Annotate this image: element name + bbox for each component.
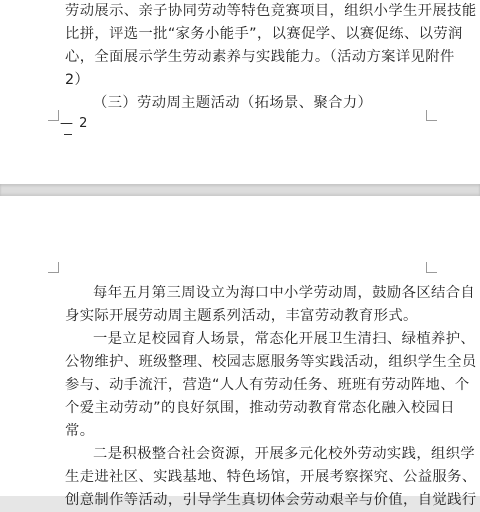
paragraph-two: 二是积极整合社会资源，开展多元化校外劳动实践，组织学: [93, 446, 476, 462]
paragraph-one: 一是立足校园育人场景，常态化开展卫生清扫、绿植养护、: [93, 331, 476, 347]
page-2-body: [65, 0, 477, 115]
margin-corner-mark: [48, 262, 59, 273]
paragraph-intro: 每年五月第三周设立为海口中小学劳动周，鼓励各区结合自: [93, 285, 476, 301]
text-line: 2）: [65, 72, 90, 88]
text-line: 比拼，评选一批“家务小能手”，以赛促学、以赛促练、以劳润: [65, 26, 463, 42]
margin-corner-mark: [426, 262, 437, 273]
margin-corner-mark: [48, 110, 59, 121]
text-line: 生走进社区、实践基地、特色场馆，开展考察探究、公益服务、: [65, 469, 477, 485]
page-3-body: [65, 282, 477, 512]
text-line: 参与、动手流汗，营造“人人有劳动任务、班班有劳动阵地、个: [65, 377, 470, 393]
page-gap: [0, 184, 480, 196]
document-page-2: [0, 0, 480, 184]
text-line: 公物维护、班级整理、校园志愿服务等实践活动，组织学生全员: [65, 354, 477, 370]
text-line: 创意制作等活动，引导学生真切体会劳动艰辛与价值，自觉践行: [65, 492, 477, 508]
page-number: — 2: [60, 116, 89, 131]
margin-corner-mark: [426, 110, 437, 121]
footer-underline: [64, 134, 72, 135]
text-line: 个爱主动劳动”的良好氛围，推动劳动教育常态化融入校园日: [65, 400, 455, 416]
text-line: 常。: [65, 423, 95, 439]
section-heading: （三）劳动周主题活动（拓场景、聚合力）: [93, 95, 373, 111]
text-line: 心，全面展示学生劳动素养与实践能力。（活动方案详见附件: [65, 49, 455, 65]
text-line: 劳动展示、亲子协同劳动等特色竞赛项目，组织小学生开展技能: [65, 3, 477, 19]
document-page-3: [0, 196, 480, 508]
text-line: 身实际开展劳动周主题系列活动，丰富劳动教育形式。: [65, 308, 418, 324]
